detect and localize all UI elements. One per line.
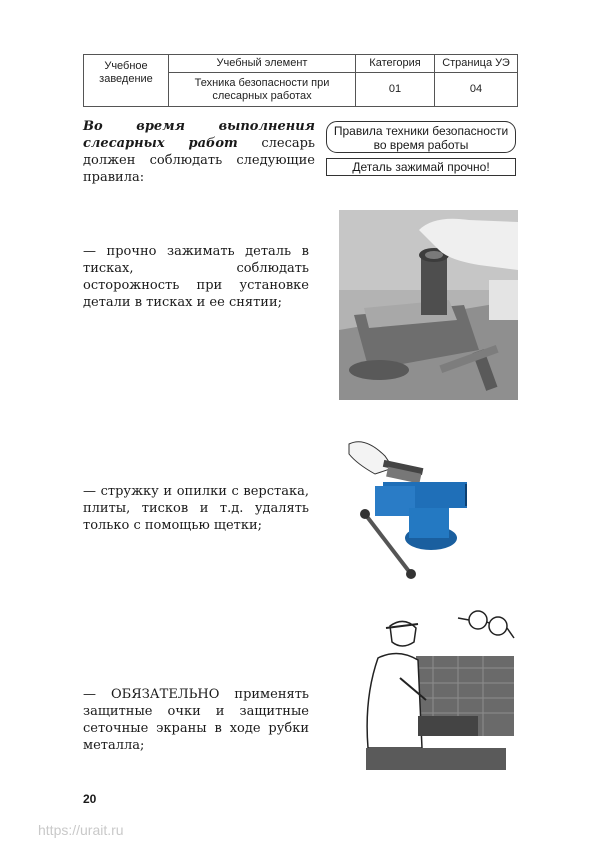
intro-paragraph	[83, 118, 315, 186]
page-value: 04	[435, 73, 518, 107]
page-number: 20	[83, 792, 97, 806]
rules-title-badge: Правила техники безопасности во время работы	[326, 121, 516, 153]
intro-emphasis: Во время выполнения слесарных работ	[83, 119, 315, 151]
vise-clamping-photo	[339, 210, 518, 400]
watermark-url: https://urait.ru	[38, 822, 124, 838]
category-value: 01	[356, 73, 435, 107]
institution-header: Учебное заведение	[84, 55, 169, 107]
page-header: Страница УЭ	[435, 55, 518, 73]
vise-brush-illustration	[345, 434, 467, 586]
rule-brush: — стружку и опилки с верстака, плиты, тисков и т.д. удалять только с помощью щетки;	[83, 484, 309, 533]
intro-text: слесарь должен соблюдать следующие правила:	[83, 136, 315, 185]
header-table	[83, 54, 518, 107]
rule-goggles: — ОБЯЗАТЕЛЬНО применять защитные очки и защитные сеточные экраны в ходе рубки металла;	[83, 687, 309, 753]
clamp-note-box: Деталь зажимай прочно!	[326, 158, 516, 176]
rule-clamping: — прочно зажимать деталь в тисках, соблюдать осторожность при установке детали в тисках и ее снятии;	[83, 244, 309, 310]
category-header: Категория	[356, 55, 435, 73]
goggles-screen-illustration	[338, 598, 518, 776]
element-value: Техника безопасности при слесарных работах	[169, 73, 356, 107]
element-header: Учебный элемент	[169, 55, 356, 73]
